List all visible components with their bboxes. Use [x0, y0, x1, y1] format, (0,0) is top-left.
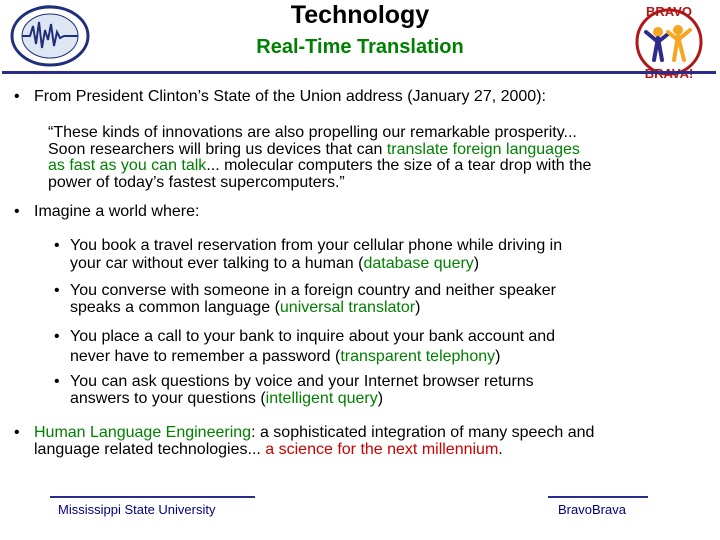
globe-waveform-icon [6, 4, 94, 68]
sub-bullet-2-line-1: You converse with someone in a foreign country and neither speaker [70, 282, 556, 299]
bullet-3-text: language related technologies... [34, 441, 266, 458]
sub-highlight: database query [363, 255, 474, 272]
bullet-dot: • [14, 424, 20, 441]
sub-text: ) [415, 299, 421, 316]
sub-text: ) [495, 348, 501, 365]
header-rule [2, 71, 716, 74]
sub-text: speaks a common language ( [70, 299, 280, 316]
sub-text: ) [377, 390, 384, 407]
sub-bullet-dot: • [54, 282, 60, 299]
bravo-brava-icon [628, 2, 710, 80]
bullet-3-text: . [498, 441, 503, 458]
sub-text: your car without ever talking to a human ( [70, 255, 364, 272]
bullet-3-line-2 [34, 441, 503, 459]
bullet-3-emphasis: a science for the next millennium [265, 441, 499, 458]
sub-bullet-1-line-1: You book a travel reservation from your cellular phone while driving in [70, 237, 563, 254]
footer-university: Mississippi State University [58, 502, 216, 517]
sub-text: answers to your questions ( [70, 390, 266, 407]
bullet-1-text: From President Clinton’s State of the Union address (January 27, 2000): [34, 88, 546, 105]
sub-text: ) [473, 255, 480, 272]
isip-logo [6, 4, 94, 68]
bullet-3-highlight: Human Language Engineering [34, 424, 252, 441]
bullet-3-text: : a sophisticated integration of many speech and [251, 424, 595, 441]
sub-bullet-dot: • [54, 237, 60, 254]
quote-line-4: power of today’s fastest supercomputers.” [48, 174, 345, 191]
bullet-3-line-1 [34, 424, 594, 442]
sub-text: never have to remember a password ( [70, 348, 341, 365]
logo-top-text: BRAVO [646, 4, 692, 19]
quote-highlight: translate foreign languages [386, 141, 580, 158]
sub-bullet-1-line-2 [70, 255, 479, 273]
quote-highlight: as fast as you can talk [48, 157, 207, 174]
sub-bullet-3-line-1: You place a call to your bank to inquire about your bank account and [70, 328, 556, 345]
bullet-dot: • [14, 88, 20, 105]
bullet-dot: • [14, 203, 20, 220]
quote-text: ... molecular computers the size of a tear drop with the [206, 157, 592, 174]
sub-highlight: universal translator [279, 299, 416, 316]
quote-text: Soon researchers will bring us devices that can [48, 141, 387, 158]
sub-bullet-dot: • [54, 328, 60, 345]
sub-bullet-dot: • [54, 373, 60, 390]
quote-line-3 [48, 157, 591, 175]
sub-bullet-4-line-1: You can ask questions by voice and your Internet browser returns [70, 373, 534, 390]
slide-subtitle: Real-Time Translation [256, 36, 464, 58]
footer-rule-right [548, 496, 648, 498]
sub-bullet-4-line-2 [70, 390, 383, 408]
footer-project: BravoBrava [558, 502, 626, 517]
bullet-2-text: Imagine a world where: [34, 203, 200, 220]
bravo-brava-logo [628, 2, 710, 80]
slide-title: Technology [290, 1, 430, 29]
sub-bullet-2-line-2 [70, 299, 420, 317]
sub-bullet-3-line-2 [70, 348, 500, 366]
footer-rule-left [50, 496, 255, 498]
sub-highlight: transparent telephony [340, 348, 496, 365]
quote-line-1: “These kinds of innovations are also propelling our remarkable prosperity... [48, 124, 577, 141]
sub-highlight: intelligent query [265, 390, 378, 407]
